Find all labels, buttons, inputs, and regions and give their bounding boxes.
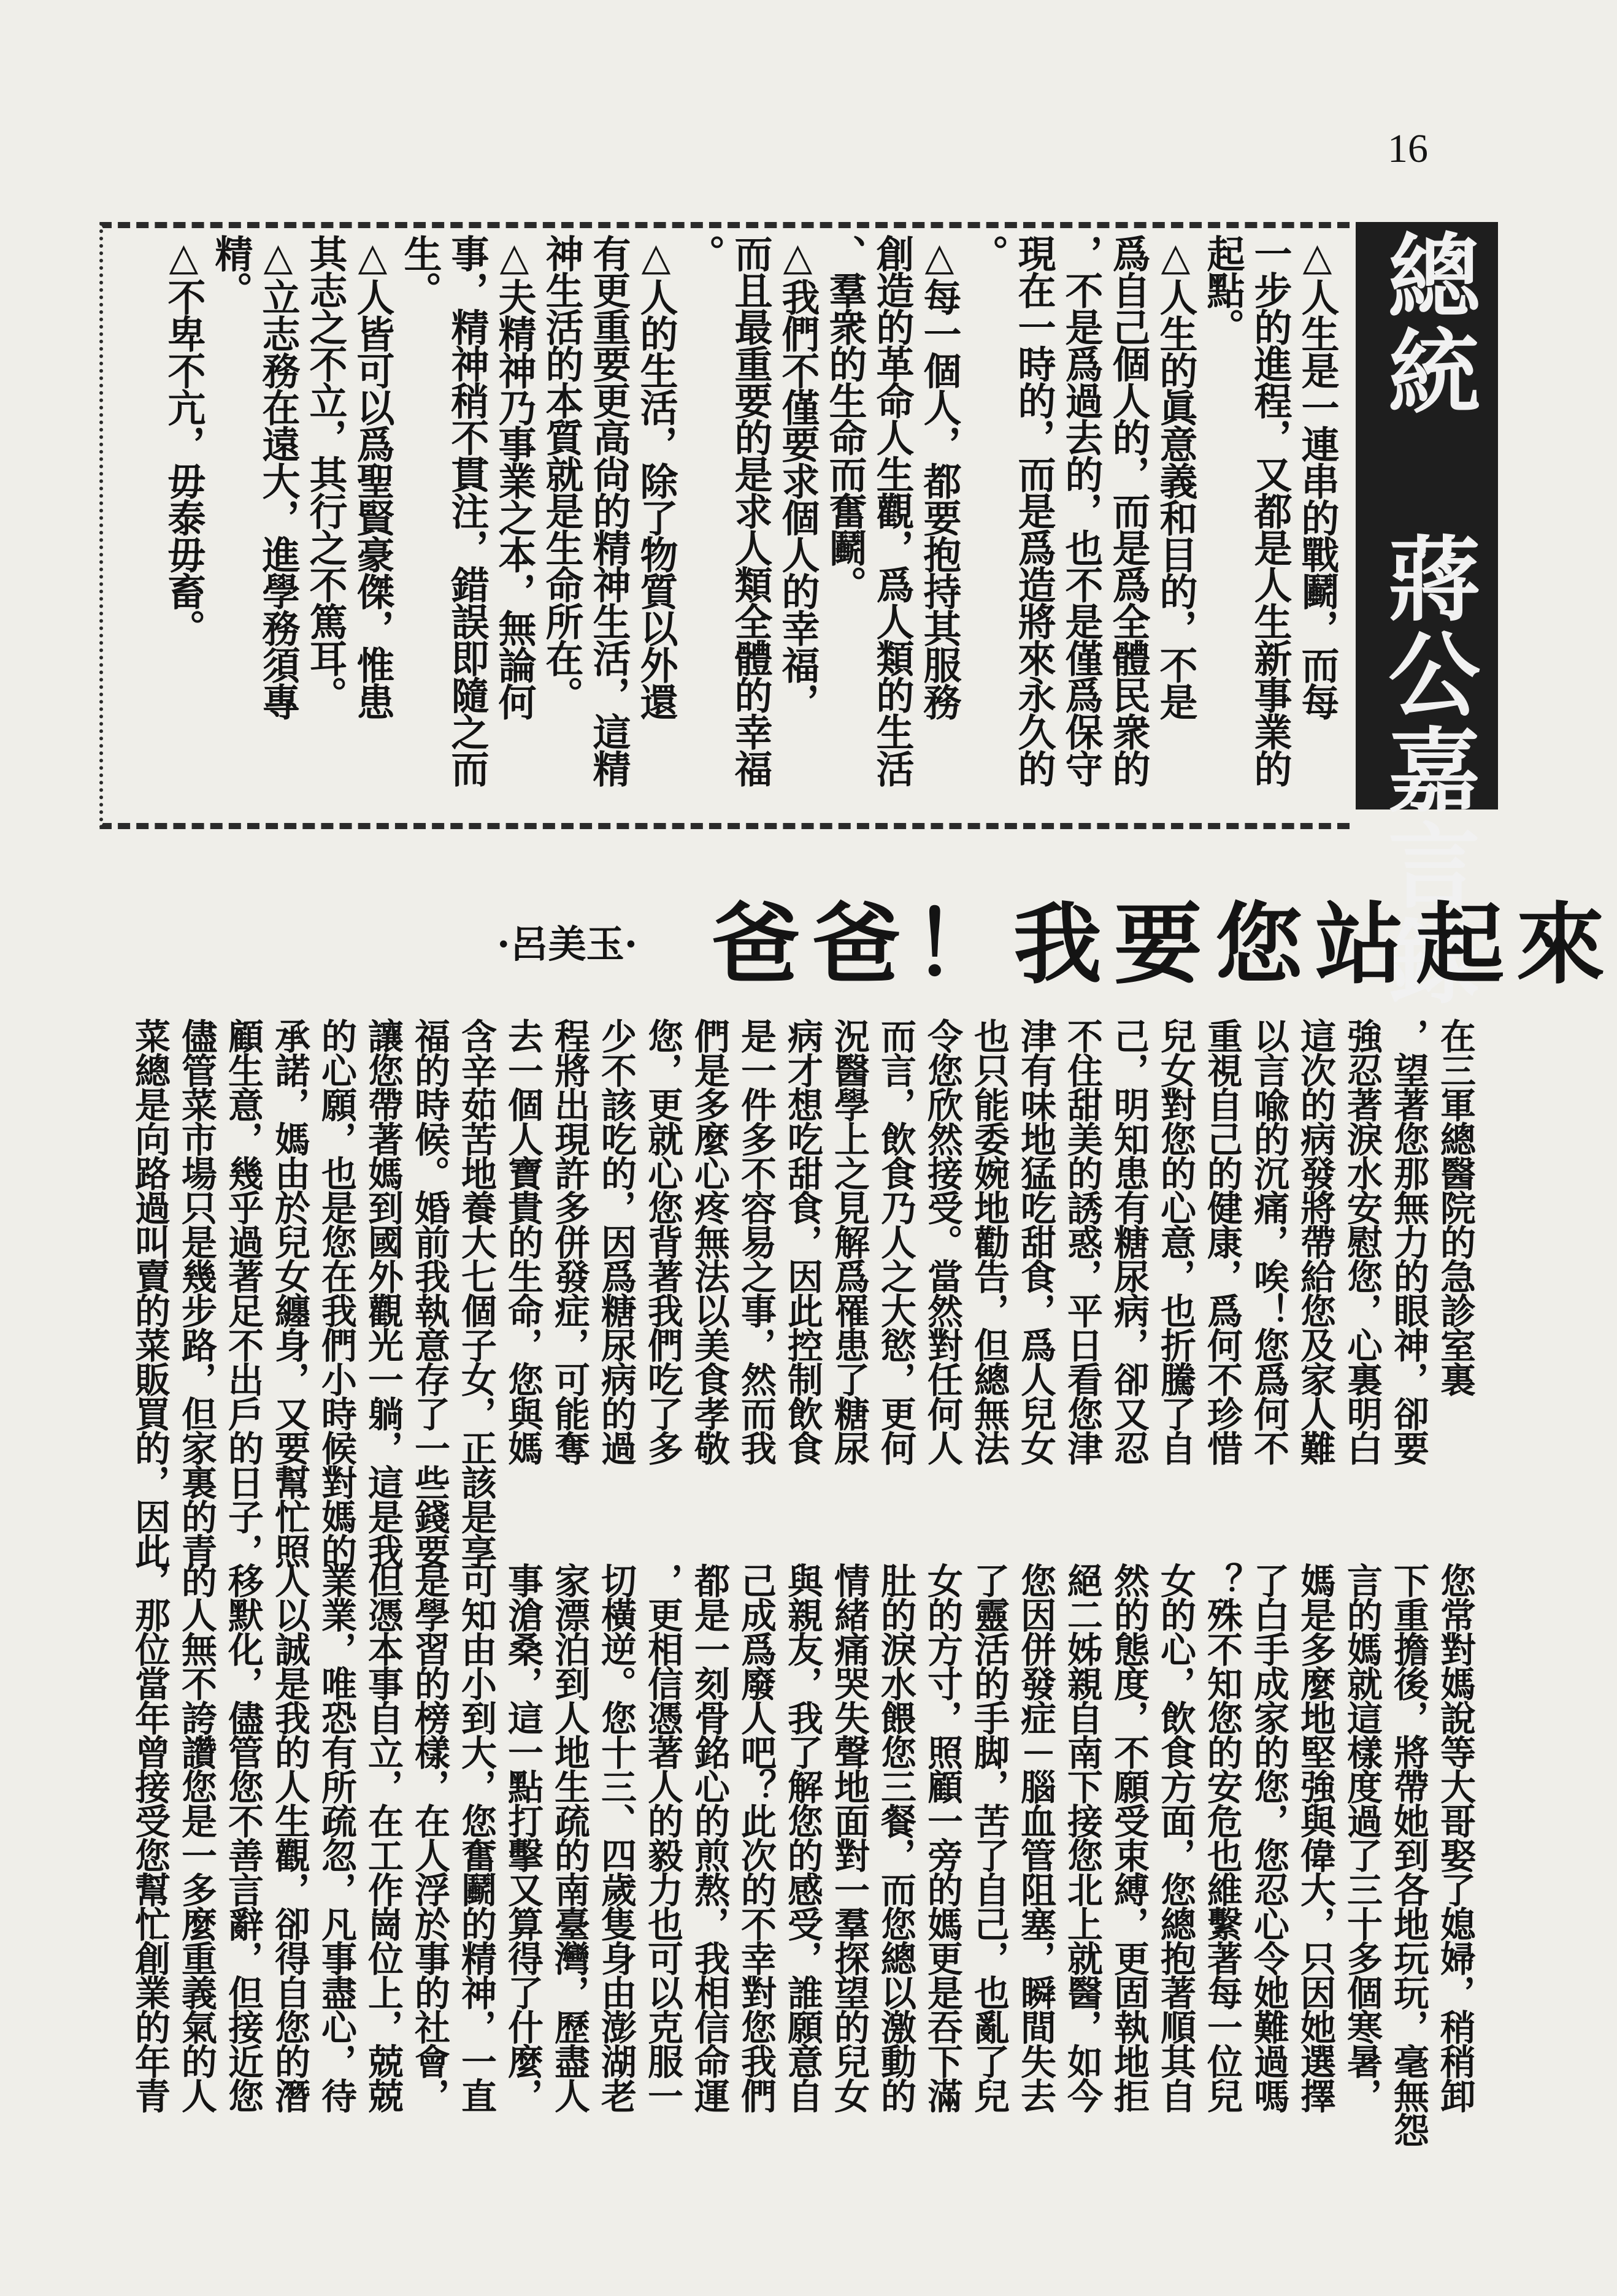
quote-line-18: △夫精神乃事業之本，無論何 <box>492 234 537 719</box>
article-line-lower-6: ？殊不知您的安危也維繫著每一位兒 <box>1201 1563 1243 2112</box>
article-line-lower-27: 移默化，儘管您不善言辭，但接近您 <box>222 1563 264 2112</box>
quote-line-19: 事，精神稍不貫注，錯誤即隨之而 <box>445 234 490 786</box>
article-line-27: 顧生意，幾乎過著足不出戶的日子， <box>222 1018 264 1567</box>
article-line-lower-9: 絕二姊親自南下接您北上就醫，如今 <box>1061 1563 1103 2112</box>
quote-line-7: 現在一時的，而是爲造將來永久的 <box>1012 234 1056 786</box>
article-line-16: 是一件多不容易之事，然而我 <box>735 1018 777 1464</box>
article-line-lower-25: 業業，唯恐有所疏忽，凡事盡心，待 <box>315 1563 357 2112</box>
quote-line-20: 生。 <box>398 234 442 308</box>
article-line-lower-2: 下重擔後，將帶她到各地玩玩，毫無怨 <box>1388 1563 1429 2146</box>
quote-line-21: △人皆可以爲聖賢豪傑，惟患 <box>350 234 395 719</box>
quote-line-1: △人生是一連串的戰鬬，而每 <box>1295 234 1340 719</box>
quote-line-13: 而且最重要的是求人類全體的幸福 <box>728 234 773 786</box>
article-line-26: 承諾，媽由於兒女纏身，又要幫忙照 <box>269 1018 310 1567</box>
article-line-19: 少不該吃的，因爲糖尿病的過 <box>595 1018 637 1464</box>
quote-line-8: 。 <box>964 234 1009 271</box>
article-line-lower-3: 言的媽就這樣度過了三十多個寒暑， <box>1341 1563 1383 2112</box>
article-line-1: 在三軍總醫院的急診室裏 <box>1434 1018 1476 1396</box>
article-line-lower-23: 是學習的榜樣，在人浮於事的社會， <box>409 1563 450 2112</box>
quote-line-10: 創造的革命人生觀，爲人類的生活 <box>870 234 915 786</box>
article-line-11: 也只能委婉地勸告，但總無法 <box>968 1018 1010 1464</box>
article-line-lower-17: 都是一刻骨銘心的煎熬，我相信命運 <box>688 1563 730 2112</box>
quote-title: 總統 蔣公嘉言錄 <box>1372 228 1480 1009</box>
article-line-20: 程將出現許多併發症，可能奪 <box>548 1018 590 1464</box>
article-line-lower-28: 的人無不誇讚您是一多麼重義氣的人 <box>175 1563 217 2112</box>
page-number: 16 <box>1388 126 1428 171</box>
article-line-25: 的心願，也是您在我們小時候對媽的 <box>315 1018 357 1567</box>
quote-line-3: 起點。 <box>1200 234 1245 345</box>
article-line-lower-1: 您常對媽說等大哥娶了媳婦，稍稍卸 <box>1434 1563 1476 2112</box>
quote-line-22: 其志之不立，其行之不篤耳。 <box>303 234 348 713</box>
article-line-14: 況醫學上之見解爲罹患了糖尿 <box>828 1018 870 1464</box>
article-line-lower-24: 但憑本事自立，在工作崗位上，兢兢 <box>362 1563 404 2112</box>
quote-line-4: △人生的眞意義和目的，不是 <box>1153 234 1198 719</box>
article-line-21: 去一個人寶貴的生命，您與媽 <box>502 1018 543 1464</box>
quote-line-16: 有更重要更高尙的精神生活，這精 <box>586 234 631 786</box>
article-line-lower-8: 然的態度，不願受束縛，更固執地拒 <box>1108 1563 1150 2112</box>
article-line-lower-15: 與親友，我了解您的感受，誰願意自 <box>782 1563 823 2112</box>
article-title: 爸爸！我要您站起來 <box>712 892 1617 996</box>
quote-line-12: △我們不僅要求個人的幸福， <box>775 234 820 719</box>
article-line-lower-22: 可知由小到大，您奮鬬的精神，一直 <box>455 1563 497 2112</box>
article-line-2: ，望著您那無力的眼神，卻要 <box>1388 1018 1429 1464</box>
article-line-8: 己，明知患有糖尿病，卻又忍 <box>1108 1018 1150 1464</box>
article-line-lower-4: 媽是多麼地堅強與偉大，只因她選擇 <box>1294 1563 1336 2112</box>
article-line-lower-21: 事滄桑，這一點打擊又算得了什麼， <box>502 1563 543 2112</box>
article-author: ·呂美玉· <box>497 922 638 966</box>
article-line-28: 儘管菜市場只是幾步路，但家裏的青 <box>175 1018 217 1567</box>
article-line-lower-18: ，更相信憑著人的毅力也可以克服一 <box>642 1563 683 2112</box>
article-line-4: 這次的病發將帶給您及家人難 <box>1294 1018 1336 1464</box>
article-line-18: 您，更就心您背著我們吃了多 <box>642 1018 683 1464</box>
quote-line-9: △每一個人，都要抱持其服務 <box>917 234 962 719</box>
quote-line-15: △人的生活，除了物質以外還 <box>634 234 678 719</box>
article-line-lower-20: 家漂泊到人地生疏的南臺灣，歷盡人 <box>548 1563 590 2112</box>
article-line-lower-5: 了白手成家的您，您忍心令她難過嗎 <box>1248 1563 1289 2112</box>
quote-line-11: 、羣衆的生命而奮鬬。 <box>823 234 867 602</box>
article-line-lower-12: 女的方寸，照顧一旁的媽更是吞下滿 <box>921 1563 963 2112</box>
article-line-24: 讓您帶著媽到國外觀光一躺，這是我 <box>362 1018 404 1567</box>
article-line-lower-16: 己成爲廢人吧？此次的不幸對您我們 <box>735 1563 777 2112</box>
article-line-22: 含辛茹苦地養大七個子女，正該是享 <box>455 1018 497 1567</box>
article-line-9: 不住甜美的誘惑，平日看您津 <box>1061 1018 1103 1464</box>
article-line-10: 津有味地猛吃甜食，爲人兒女 <box>1015 1018 1056 1464</box>
article-line-lower-19: 切橫逆。您十三、四歲隻身由澎湖老 <box>595 1563 637 2112</box>
article-line-5: 以言喩的沉痛，唉！您爲何不 <box>1248 1018 1289 1464</box>
article-line-lower-7: 女的心，飲食方面，您總抱著順其自 <box>1154 1563 1196 2112</box>
quote-line-25: △不卑不亢，毋泰毋畜。 <box>161 234 206 646</box>
article-line-13: 而言，飲食乃人之大慾，更何 <box>875 1018 916 1464</box>
article-line-17: 們是多麼心疼無法以美食孝敬 <box>688 1018 730 1464</box>
article-line-6: 重視自己的健康，爲何不珍惜 <box>1201 1018 1243 1464</box>
article-line-15: 病才想吃甜食，因此控制飲食 <box>782 1018 823 1464</box>
article-line-3: 強忍著淚水安慰您，心裏明白 <box>1341 1018 1383 1464</box>
quote-line-6: ，不是爲過去的，也不是僅爲保守 <box>1059 234 1104 786</box>
quote-line-2: 一步的進程，又都是人生新事業的 <box>1248 234 1292 786</box>
article-line-lower-11: 了靈活的手脚，苦了自己，也亂了兒 <box>968 1563 1010 2112</box>
article-line-lower-14: 情緒痛哭失聲地面對一羣探望的兒女 <box>828 1563 870 2112</box>
quote-line-23: △立志務在遠大，進學務須專 <box>256 234 301 719</box>
article-line-lower-10: 您因併發症－腦血管阻塞，瞬間失去 <box>1015 1563 1056 2112</box>
quote-line-5: 爲自己個人的，而是爲全體民衆的 <box>1106 234 1151 786</box>
article-line-lower-13: 肚的淚水餵您三餐，而您總以激動的 <box>875 1563 916 2112</box>
article-line-lower-26: 人以誠是我的人生觀，卻得自您的潛 <box>269 1563 310 2112</box>
article-line-29: 菜總是向路過叫賣的菜販買的，因此 <box>129 1018 171 1567</box>
article-line-lower-29: ，那位當年曾接受您幫忙創業的年青 <box>129 1563 171 2112</box>
quote-line-17: 神生活的本質就是生命所在。 <box>539 234 584 713</box>
article-line-12: 令您欣然接受。當然對任何人 <box>921 1018 963 1464</box>
article-line-23: 福的時候。婚前我執意存了一些錢要 <box>409 1018 450 1567</box>
quote-line-24: 精。 <box>209 234 253 308</box>
quote-line-14: 。 <box>681 234 726 271</box>
article-line-7: 兒女對您的心意，也折騰了自 <box>1154 1018 1196 1464</box>
